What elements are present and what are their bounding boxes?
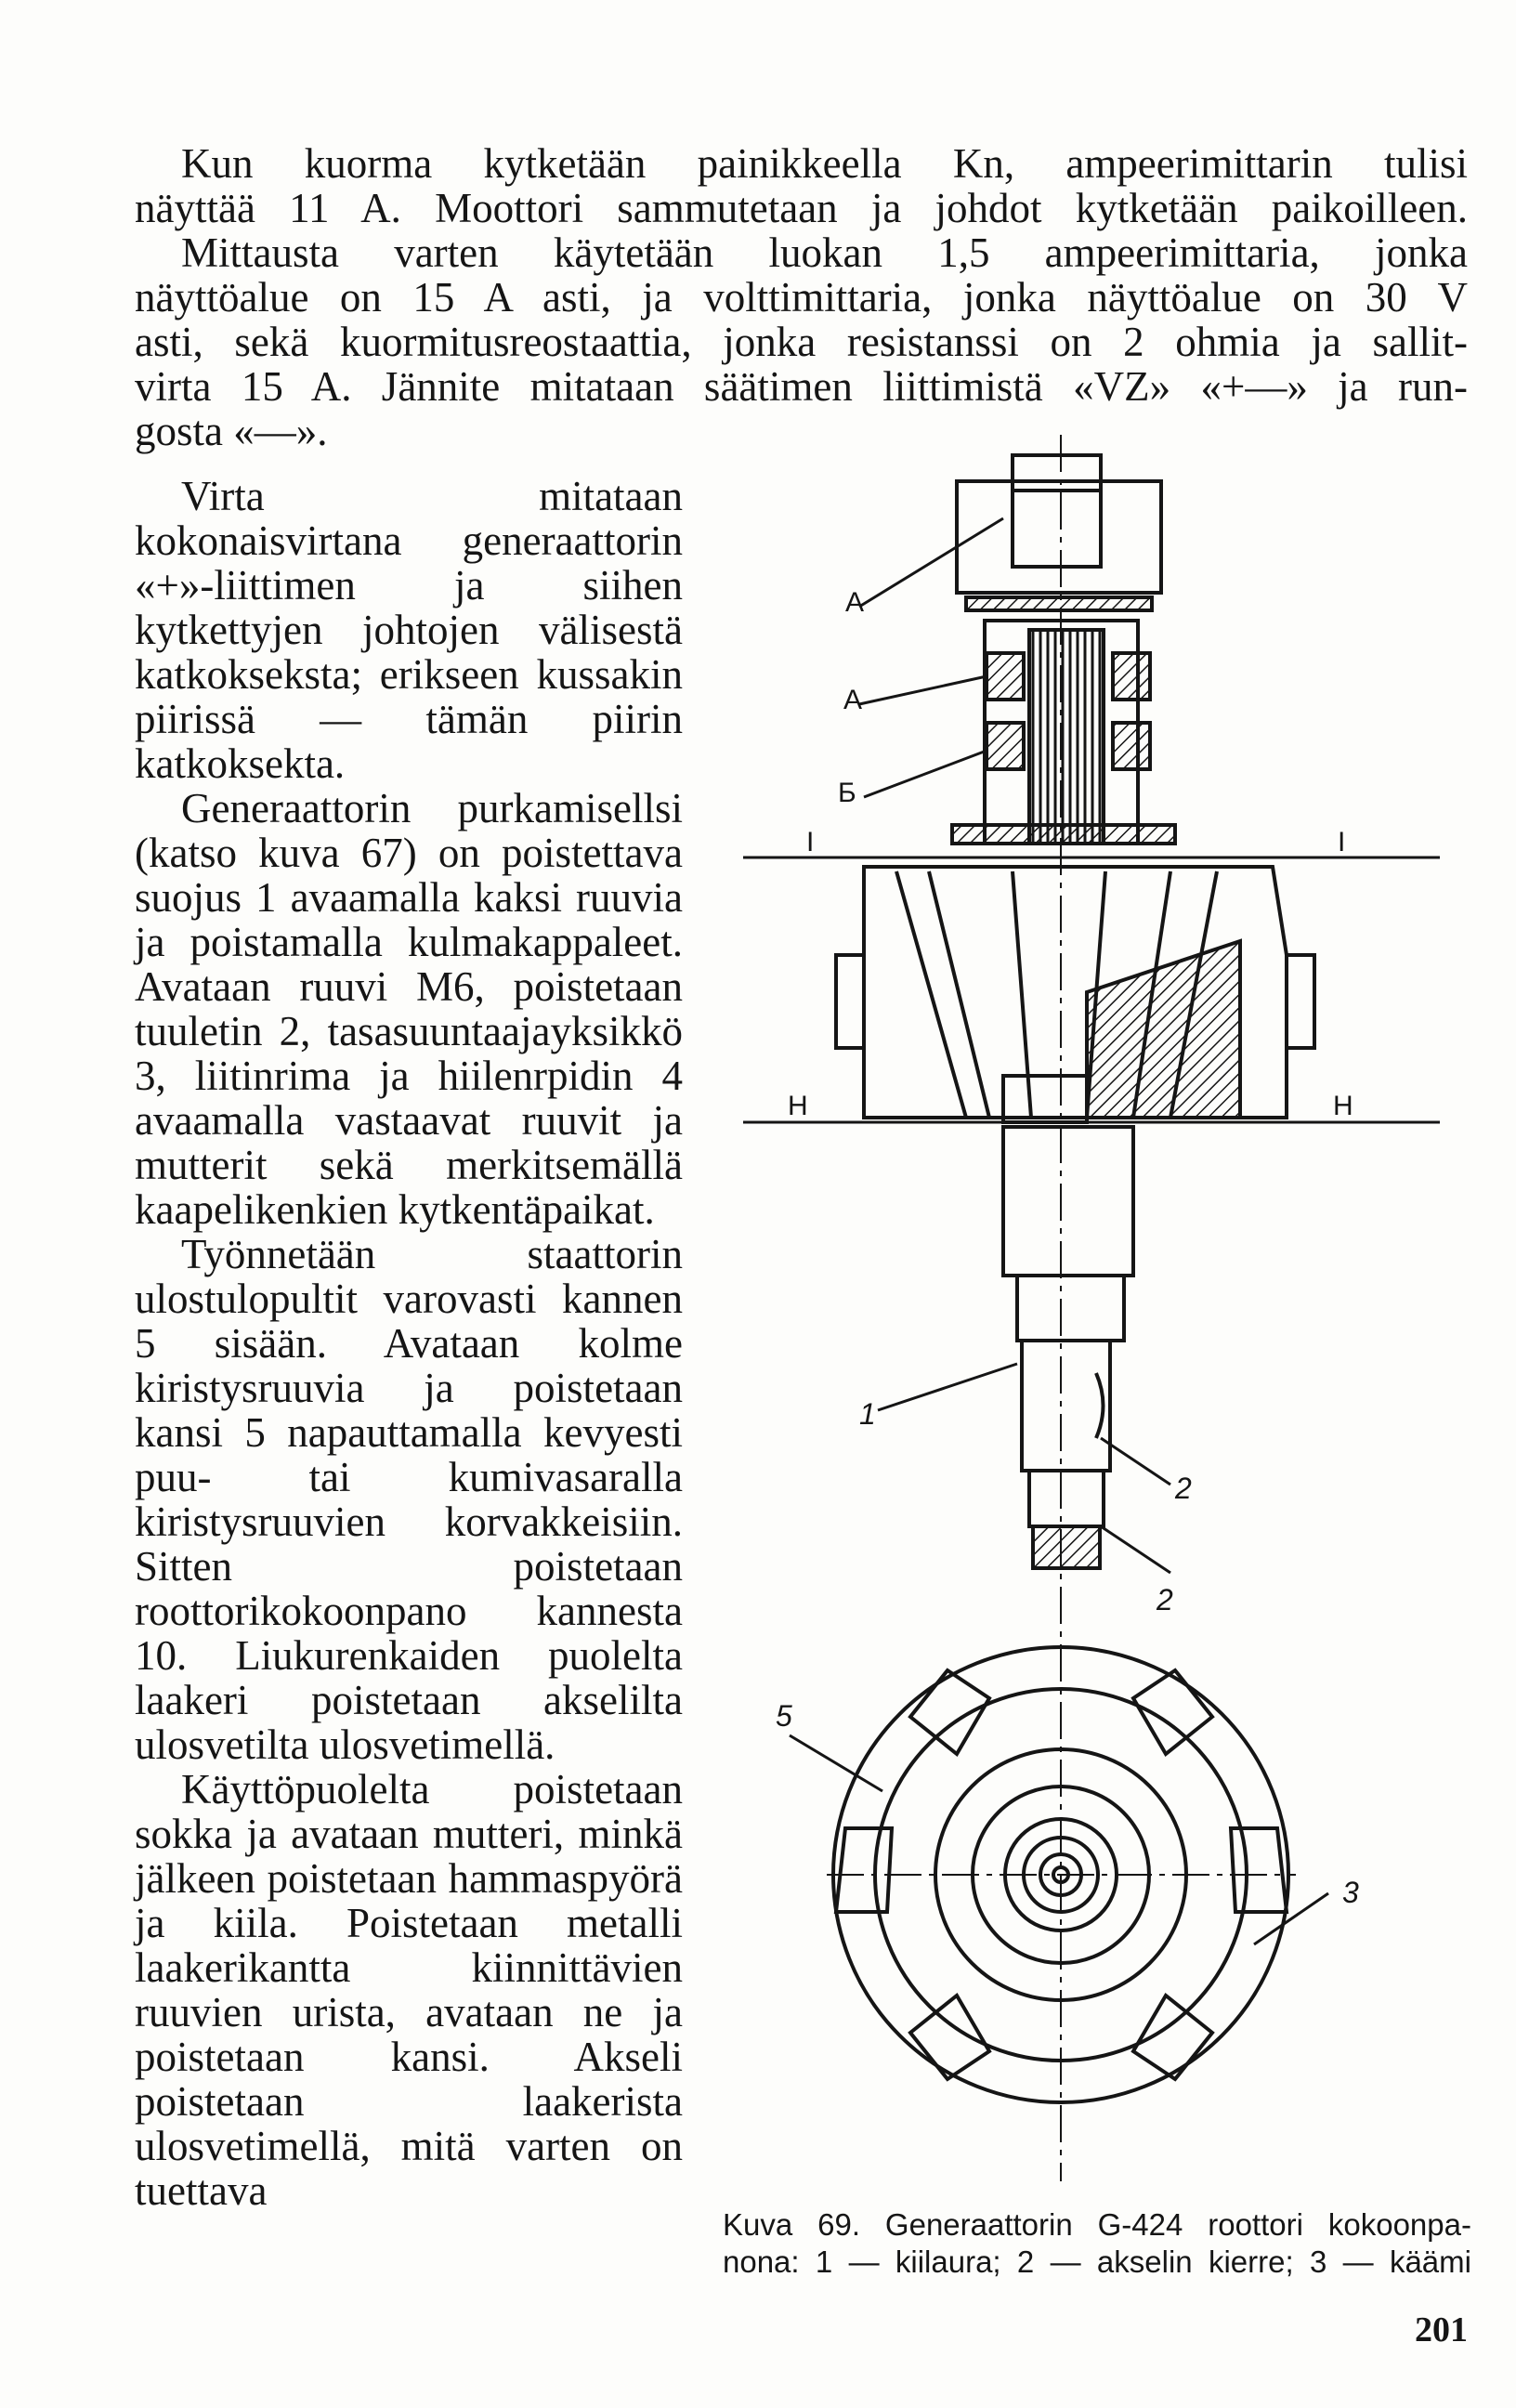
- intro-line: Kun kuorma kytketään painikkeella Kn, ampeerimittarin tulisi: [181, 140, 1468, 187]
- intro-line: asti, sekä kuormitusreostaattia, jonka resistanssi on 2 ohmia ja sallit-: [135, 319, 1468, 365]
- intro-line: näyttöalue on 15 A asti, ja volttimittaria, jonka näyttöalue on 30 V: [135, 274, 1468, 321]
- hub-top: [957, 481, 1161, 593]
- caption-line: Kuva 69. Generaattorin G-424 roottori kokoonpa-: [723, 2207, 1471, 2242]
- label-h-left: H: [788, 1091, 808, 1121]
- intro-line: gosta «—».: [135, 408, 328, 454]
- figure-caption: [723, 2206, 1471, 2281]
- paragraph: Virta mitataan kokonaisvirtana generaattorin «+»-liittimen ja siihen kytkettyjen johtojen välisestä katkoksekstа; erikseen kussakin piirissä — tämän piirin katkoksekta.: [135, 473, 683, 787]
- caption-line: nona: 1 — kiilaura; 2 — akselin kierre; 3 — käämi: [723, 2244, 1471, 2279]
- paragraph: Generaattorin purkamisellsi (katso kuva 67) on poistettava suojus 1 avaamalla kaksi ruuvia ja poistamalla kulmakappaleet. Avataan ruuvi M6, poistetaan tuuletin 2, tasasuuntaajayksikkö 3, liitinrima ja hiilenrpidin 4 avaamalla vastaavat ruuvit ja mutterit sekä merkitsemällä kaapelikenkien kytkentäpaikat.: [135, 785, 683, 1233]
- label-b: Б: [838, 778, 856, 808]
- label-5: 5: [776, 1699, 792, 1733]
- label-i-right: I: [1338, 827, 1346, 857]
- rotor-figure: [734, 435, 1458, 2200]
- label-3: 3: [1342, 1876, 1359, 1909]
- paragraph: Työnnetään staattorin ulostulopultit varovasti kannen 5 sisään. Avataan kolme kiristysruuvia ja poistetaan kansi 5 napauttamalla kevyesti puu- tai kumivasaralla kiristysruuvien korvakkeisiin. Sitten poistetaan roottorikokoonpano kannesta 10. Liukurenkaiden puolelta laakeri poistetaan akselilta ulosvetilta ulosvetimellä.: [135, 1231, 683, 1768]
- label-1: 1: [859, 1397, 876, 1431]
- label-2: 2: [1157, 1583, 1173, 1616]
- label-a: A: [845, 587, 865, 618]
- label-h-right: H: [1333, 1091, 1353, 1121]
- intro-line: näyttää 11 A. Moottori sammutetaan ja johdot kytketään paikoilleen.: [135, 185, 1468, 231]
- intro-paragraph: [135, 141, 1468, 453]
- label-2: 2: [1175, 1472, 1192, 1505]
- rotor-drawing: [734, 435, 1458, 2200]
- label-i-left: I: [806, 827, 815, 857]
- label-a: A: [843, 685, 863, 715]
- page-number: 201: [1415, 2310, 1468, 2349]
- intro-line: Mittausta varten käytetään luokan 1,5 ampeerimittaria, jonka: [181, 229, 1468, 276]
- body-column: [135, 474, 683, 2213]
- intro-line: virta 15 A. Jännite mitataan säätimen liittimistä «VZ» «+—» ja run-: [135, 363, 1468, 410]
- paragraph: Käyttöpuolelta poistetaan sokka ja avataan mutteri, minkä jälkeen poistetaan hammaspyörä ja kiila. Poistetaan metalli laakerikantta kiinnittävien ruuvien urista, avataan ne ja poistetaan kansi. Akseli poistetaan laakerista ulosvetimellä, mitä varten on tuettava: [135, 1766, 683, 2214]
